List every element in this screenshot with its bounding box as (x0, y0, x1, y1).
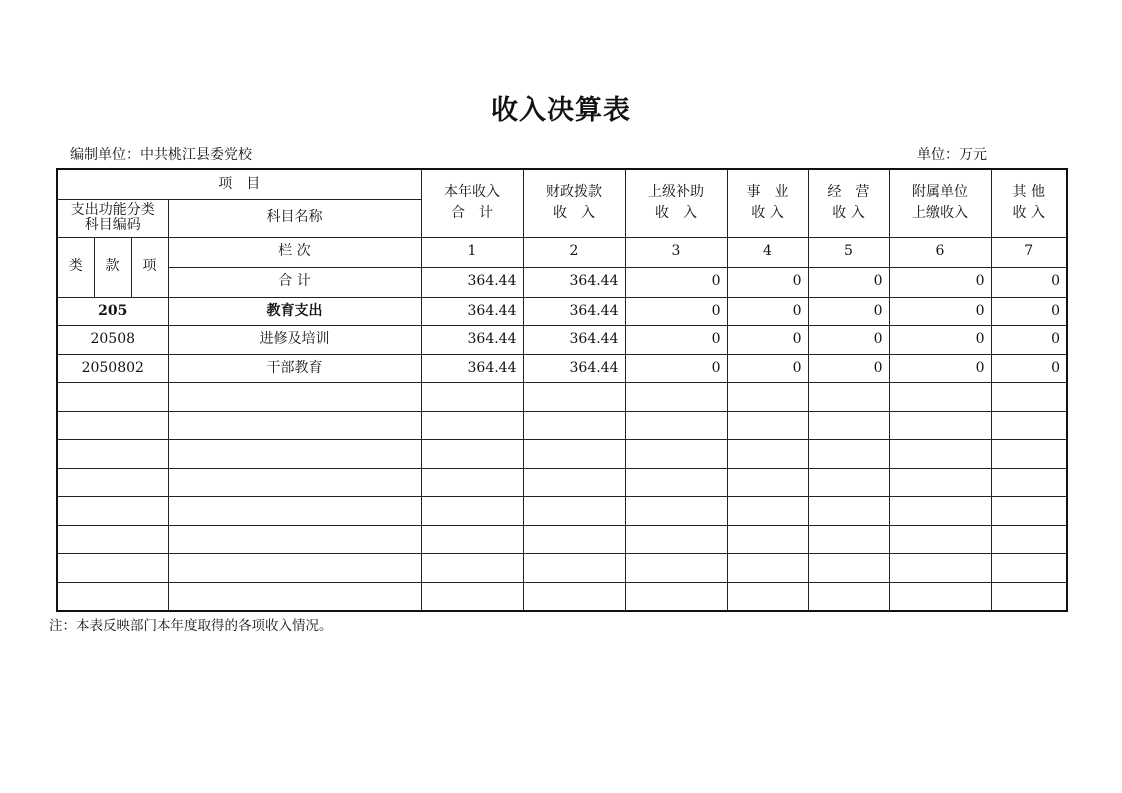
row-name: 进修及培训 (168, 326, 421, 355)
empty-cell (421, 411, 523, 440)
col-no-4: 4 (727, 237, 808, 267)
empty-cell (889, 582, 991, 611)
empty-cell (421, 440, 523, 469)
empty-cell (421, 383, 523, 412)
empty-cell (523, 411, 625, 440)
col-header-3-line2: 收 入 (655, 205, 697, 222)
empty-cell (168, 554, 421, 583)
row-value: 0 (808, 326, 889, 355)
col-no-7: 7 (991, 237, 1067, 267)
col-header-1-line1: 本年收入 (444, 183, 500, 200)
empty-cell (808, 383, 889, 412)
empty-cell (625, 468, 727, 497)
col-header-5 (808, 169, 889, 237)
header-xiang: 项 (131, 237, 168, 297)
empty-cell (889, 383, 991, 412)
empty-cell (625, 554, 727, 583)
col-header-2-line1: 财政拨款 (546, 183, 602, 200)
header-item: 项 目 (57, 169, 421, 199)
row-name: 干部教育 (168, 354, 421, 383)
row-value: 0 (808, 354, 889, 383)
empty-cell (727, 582, 808, 611)
col-header-4-line2: 收 入 (751, 205, 784, 222)
total-value: 0 (808, 267, 889, 297)
header-func-class (57, 199, 168, 237)
empty-cell (523, 383, 625, 412)
empty-cell (808, 525, 889, 554)
empty-row (57, 411, 1067, 440)
empty-cell (168, 468, 421, 497)
row-value: 0 (727, 354, 808, 383)
empty-cell (625, 582, 727, 611)
row-value: 0 (889, 326, 991, 355)
row-value: 0 (889, 354, 991, 383)
empty-row (57, 468, 1067, 497)
empty-cell (523, 582, 625, 611)
empty-cell (727, 440, 808, 469)
empty-row (57, 582, 1067, 611)
row-value: 364.44 (421, 297, 523, 326)
col-no-2: 2 (523, 237, 625, 267)
empty-cell (625, 411, 727, 440)
empty-row (57, 554, 1067, 583)
total-value: 0 (991, 267, 1067, 297)
total-value: 364.44 (523, 267, 625, 297)
empty-cell (168, 497, 421, 526)
row-value: 0 (991, 354, 1067, 383)
row-value: 0 (727, 326, 808, 355)
empty-cell (523, 525, 625, 554)
page-title: 收入决算表 (491, 95, 631, 126)
empty-cell (889, 411, 991, 440)
header-row-1 (57, 169, 1067, 199)
row-value: 0 (889, 297, 991, 326)
empty-cell (991, 497, 1067, 526)
header-lei: 类 (57, 237, 94, 297)
empty-cell (625, 383, 727, 412)
empty-cell (889, 554, 991, 583)
empty-cell (625, 440, 727, 469)
row-code: 205 (57, 297, 168, 326)
empty-cell (727, 383, 808, 412)
empty-cell (168, 525, 421, 554)
empty-cell (421, 497, 523, 526)
func-class-label: 支出功能分类 (70, 202, 155, 219)
row-value: 0 (991, 297, 1067, 326)
empty-cell (523, 497, 625, 526)
empty-cell (808, 497, 889, 526)
empty-cell (808, 411, 889, 440)
col-header-7 (991, 169, 1067, 237)
empty-cell (889, 468, 991, 497)
empty-cell (523, 554, 625, 583)
col-header-4-line1: 事 业 (746, 183, 789, 200)
empty-cell (168, 411, 421, 440)
col-header-1 (421, 169, 523, 237)
empty-cell (808, 468, 889, 497)
empty-cell (991, 383, 1067, 412)
total-label: 合 计 (168, 267, 421, 297)
row-value: 364.44 (421, 354, 523, 383)
col-header-2-line2: 收 入 (553, 205, 595, 222)
col-no-3: 3 (625, 237, 727, 267)
row-code: 2050802 (57, 354, 168, 383)
empty-cell (808, 440, 889, 469)
row-value: 0 (625, 354, 727, 383)
empty-cell (57, 554, 168, 583)
empty-cell (889, 440, 991, 469)
header-lanci: 栏 次 (168, 237, 421, 267)
table-row (57, 297, 1067, 326)
empty-cell (421, 582, 523, 611)
empty-cell (991, 440, 1067, 469)
total-value: 364.44 (421, 267, 523, 297)
col-header-4 (727, 169, 808, 237)
empty-cell (523, 440, 625, 469)
empty-cell (421, 525, 523, 554)
empty-cell (57, 468, 168, 497)
col-header-6-line2: 上缴收入 (912, 205, 968, 222)
row-value: 0 (808, 297, 889, 326)
row-value: 0 (727, 297, 808, 326)
empty-row (57, 383, 1067, 412)
col-header-1-line2: 合 计 (451, 205, 493, 222)
col-no-6: 6 (889, 237, 991, 267)
col-header-5-line1: 经 营 (827, 183, 870, 200)
empty-cell (57, 497, 168, 526)
empty-cell (808, 582, 889, 611)
col-header-6-line1: 附属单位 (912, 183, 968, 200)
empty-cell (57, 525, 168, 554)
total-value: 0 (889, 267, 991, 297)
empty-cell (991, 554, 1067, 583)
empty-cell (889, 525, 991, 554)
col-no-1: 1 (421, 237, 523, 267)
col-header-2 (523, 169, 625, 237)
empty-cell (57, 582, 168, 611)
row-code: 20508 (57, 326, 168, 355)
row-value: 364.44 (421, 326, 523, 355)
col-header-7-line1: 其 他 (1012, 183, 1045, 200)
empty-cell (523, 468, 625, 497)
empty-cell (168, 383, 421, 412)
empty-cell (168, 582, 421, 611)
col-header-7-line2: 收 入 (1012, 205, 1045, 222)
row-value: 364.44 (523, 326, 625, 355)
header-row-3 (57, 237, 1067, 267)
empty-cell (991, 582, 1067, 611)
empty-cell (889, 497, 991, 526)
empty-cell (727, 554, 808, 583)
header-kuan: 款 (94, 237, 131, 297)
empty-row (57, 440, 1067, 469)
row-value: 364.44 (523, 297, 625, 326)
empty-cell (727, 497, 808, 526)
empty-cell (57, 440, 168, 469)
empty-cell (421, 468, 523, 497)
total-row (57, 267, 1067, 297)
table-row (57, 326, 1067, 355)
empty-cell (991, 468, 1067, 497)
empty-cell (808, 554, 889, 583)
empty-row (57, 497, 1067, 526)
empty-cell (168, 440, 421, 469)
row-value: 0 (625, 297, 727, 326)
unit-label: 单位：万元 (917, 147, 987, 163)
empty-cell (991, 525, 1067, 554)
col-header-6 (889, 169, 991, 237)
income-table (56, 168, 1068, 612)
row-value: 0 (991, 326, 1067, 355)
row-name: 教育支出 (168, 297, 421, 326)
empty-cell (57, 383, 168, 412)
col-header-3-line1: 上级补助 (648, 183, 704, 200)
org-label: 编制单位：中共桃江县委党校 (70, 147, 252, 163)
col-no-5: 5 (808, 237, 889, 267)
total-value: 0 (727, 267, 808, 297)
total-value: 0 (625, 267, 727, 297)
empty-cell (727, 468, 808, 497)
empty-cell (991, 411, 1067, 440)
empty-cell (57, 411, 168, 440)
header-subject-name: 科目名称 (168, 199, 421, 237)
empty-cell (727, 525, 808, 554)
empty-cell (625, 525, 727, 554)
footnote: 注：本表反映部门本年度取得的各项收入情况。 (49, 618, 333, 634)
col-header-5-line2: 收 入 (832, 205, 865, 222)
row-value: 0 (625, 326, 727, 355)
empty-row (57, 525, 1067, 554)
empty-cell (727, 411, 808, 440)
empty-cell (625, 497, 727, 526)
row-value: 364.44 (523, 354, 625, 383)
empty-cell (421, 554, 523, 583)
col-header-3 (625, 169, 727, 237)
subject-code-label: 科目编码 (84, 217, 141, 233)
table-row (57, 354, 1067, 383)
